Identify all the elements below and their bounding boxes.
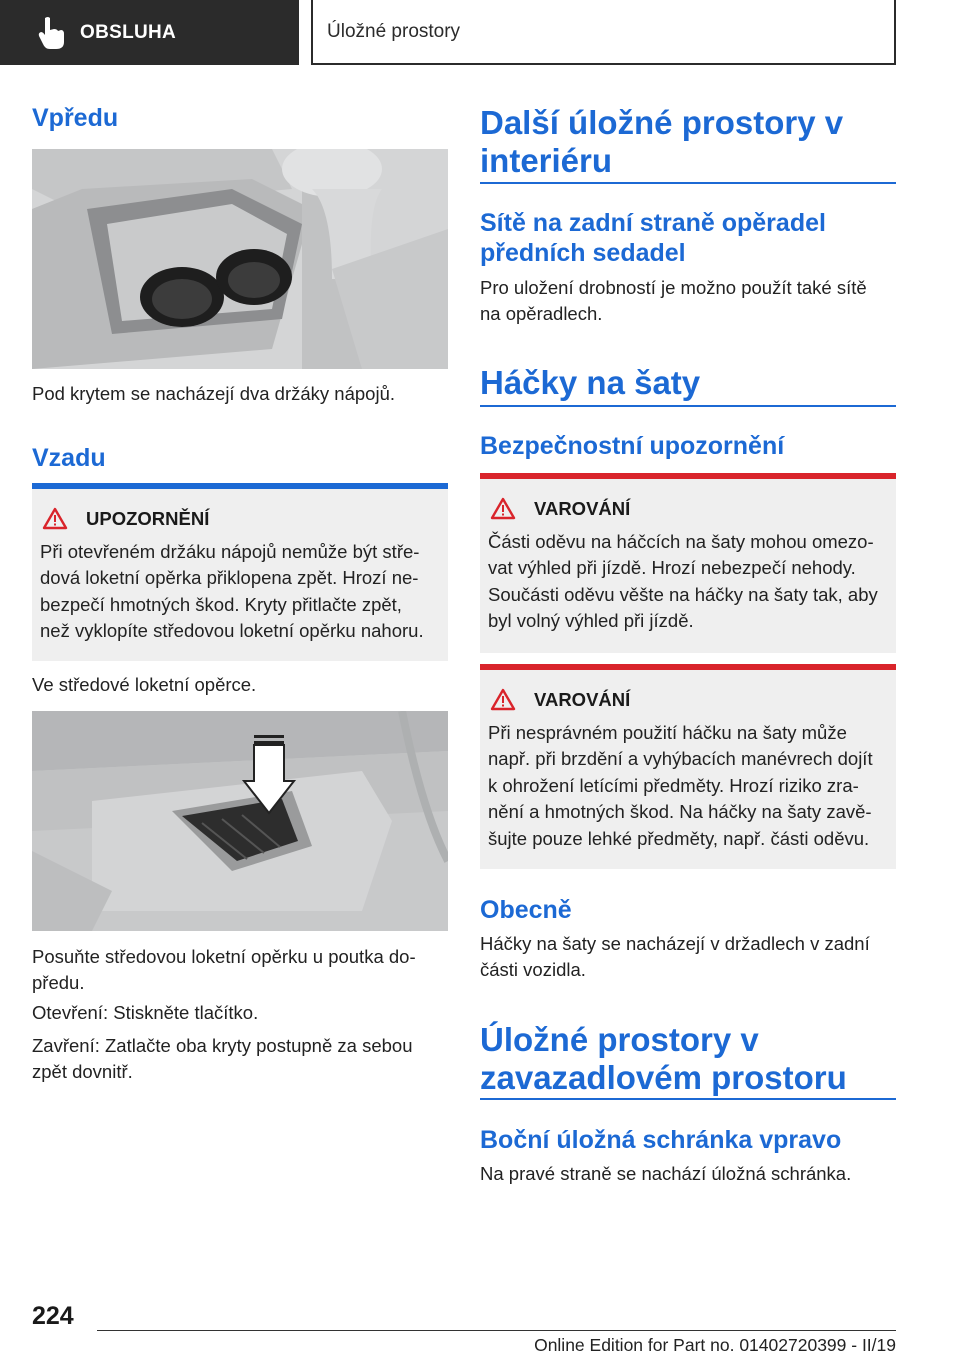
caution-line: než vyklopíte středovou loketní opěrku nahoru.	[40, 620, 424, 642]
text-line: na opěradlech.	[480, 303, 603, 324]
text-line: Otevření: Stiskněte tlačítko.	[32, 1002, 259, 1023]
warning-line: k ohrožení letícími předměty. Hrozí riziko zra-	[488, 774, 859, 796]
warning-line: vat výhled při jízdě. Hrozí nebezpečí nehody.	[488, 557, 856, 579]
text-line: Háčky na šaty se nacházejí v držadlech v zadní	[480, 933, 870, 954]
heading-safety: Bezpečnostní upozornění	[480, 432, 785, 460]
warning-box-1	[480, 473, 896, 653]
warning-line: šujte pouze lehké předměty, např. části oděvu.	[488, 827, 870, 849]
page-header	[0, 0, 960, 66]
caution-line: Při otevřeném držáku nápojů nemůže být stře-	[40, 541, 420, 562]
nets-text	[480, 275, 896, 327]
warning-line: Součásti oděvu věšte na háčky na šaty tak, aby	[488, 583, 878, 605]
heading-line: zavazadlovém prostoru	[480, 1059, 847, 1096]
footer-rule	[97, 1330, 896, 1331]
heading-nets	[480, 208, 896, 268]
heading-rear: Vzadu	[32, 444, 106, 472]
warning-line: např. při brzdění a vyhýbacích manévrech dojít	[488, 748, 873, 770]
text-line: předu.	[32, 972, 85, 993]
general-text	[480, 931, 896, 983]
warning-title: VAROVÁNÍ	[534, 497, 631, 519]
warning-line: Části oděvu na háčcích na šaty mohou omezo-	[488, 531, 874, 552]
section-label: OBSLUHA	[80, 21, 177, 43]
caution-box	[32, 483, 448, 661]
pointing-hand-icon	[34, 16, 68, 50]
heading-other-storage	[480, 104, 896, 180]
heading-line: předních sedadel	[480, 239, 686, 267]
warning-line: nění a hmotných škod. Na háčky na šaty zavě-	[488, 801, 872, 823]
warning-triangle-icon	[42, 507, 68, 530]
section-rule	[480, 1098, 896, 1100]
heading-line: Další úložné prostory v	[480, 104, 844, 141]
text-line: Posuňte středovou loketní opěrku u poutka do-	[32, 946, 416, 967]
armrest-photo	[32, 711, 448, 931]
text-line: Zavření: Zatlačte oba kryty postupně za sebou	[32, 1035, 413, 1056]
front-caption: Pod krytem se nacházejí dva držáky nápojů.	[32, 383, 395, 404]
section-rule	[480, 182, 896, 184]
caution-line: bezpečí hmotných škod. Kryty přitlačte zpět,	[40, 593, 402, 615]
rear-text-slide	[32, 944, 448, 996]
warning-line: byl volný výhled při jízdě.	[488, 610, 694, 632]
chapter-title: Úložné prostory	[327, 20, 461, 42]
text-line: zpět dovnitř.	[32, 1061, 133, 1082]
rear-text-close	[32, 1033, 448, 1085]
warning-triangle-icon	[490, 497, 516, 520]
heading-front: Vpředu	[32, 104, 119, 132]
heading-hooks: Háčky na šaty	[480, 364, 701, 401]
page-number: 224	[32, 1302, 74, 1330]
rear-location: Ve středové loketní opěrce.	[32, 674, 257, 695]
heading-general: Obecně	[480, 896, 572, 924]
heading-line: Sítě na zadní straně opěradel	[480, 209, 826, 237]
caution-line: dová loketní opěrka přiklopena zpět. Hrozí ne-	[40, 567, 419, 589]
cupholder-photo	[32, 149, 448, 369]
warning-title: VAROVÁNÍ	[534, 688, 631, 710]
warning-text	[488, 720, 890, 852]
text-line: Pro uložení drobností je možno použít také sítě	[480, 277, 867, 298]
warning-text	[488, 529, 890, 635]
heading-trunk-storage	[480, 1021, 896, 1097]
caution-title: UPOZORNĚNÍ	[86, 507, 210, 529]
chapter-title-box	[311, 0, 896, 65]
side-text: Na pravé straně se nachází úložná schránka.	[480, 1163, 852, 1184]
warning-box-2	[480, 664, 896, 869]
heading-line: interiéru	[480, 142, 613, 179]
text-line: části vozidla.	[480, 959, 586, 980]
rear-text-open	[32, 1000, 448, 1026]
heading-side-compartment: Boční úložná schránka vpravo	[480, 1126, 842, 1154]
warning-triangle-icon	[490, 688, 516, 711]
caution-text	[40, 539, 442, 645]
heading-line: Úložné prostory v	[480, 1021, 759, 1058]
section-rule	[480, 405, 896, 407]
edition-info: Online Edition for Part no. 01402720399 - II/19	[534, 1335, 896, 1355]
warning-line: Při nesprávném použití háčku na šaty může	[488, 722, 847, 743]
section-tab	[0, 0, 299, 65]
